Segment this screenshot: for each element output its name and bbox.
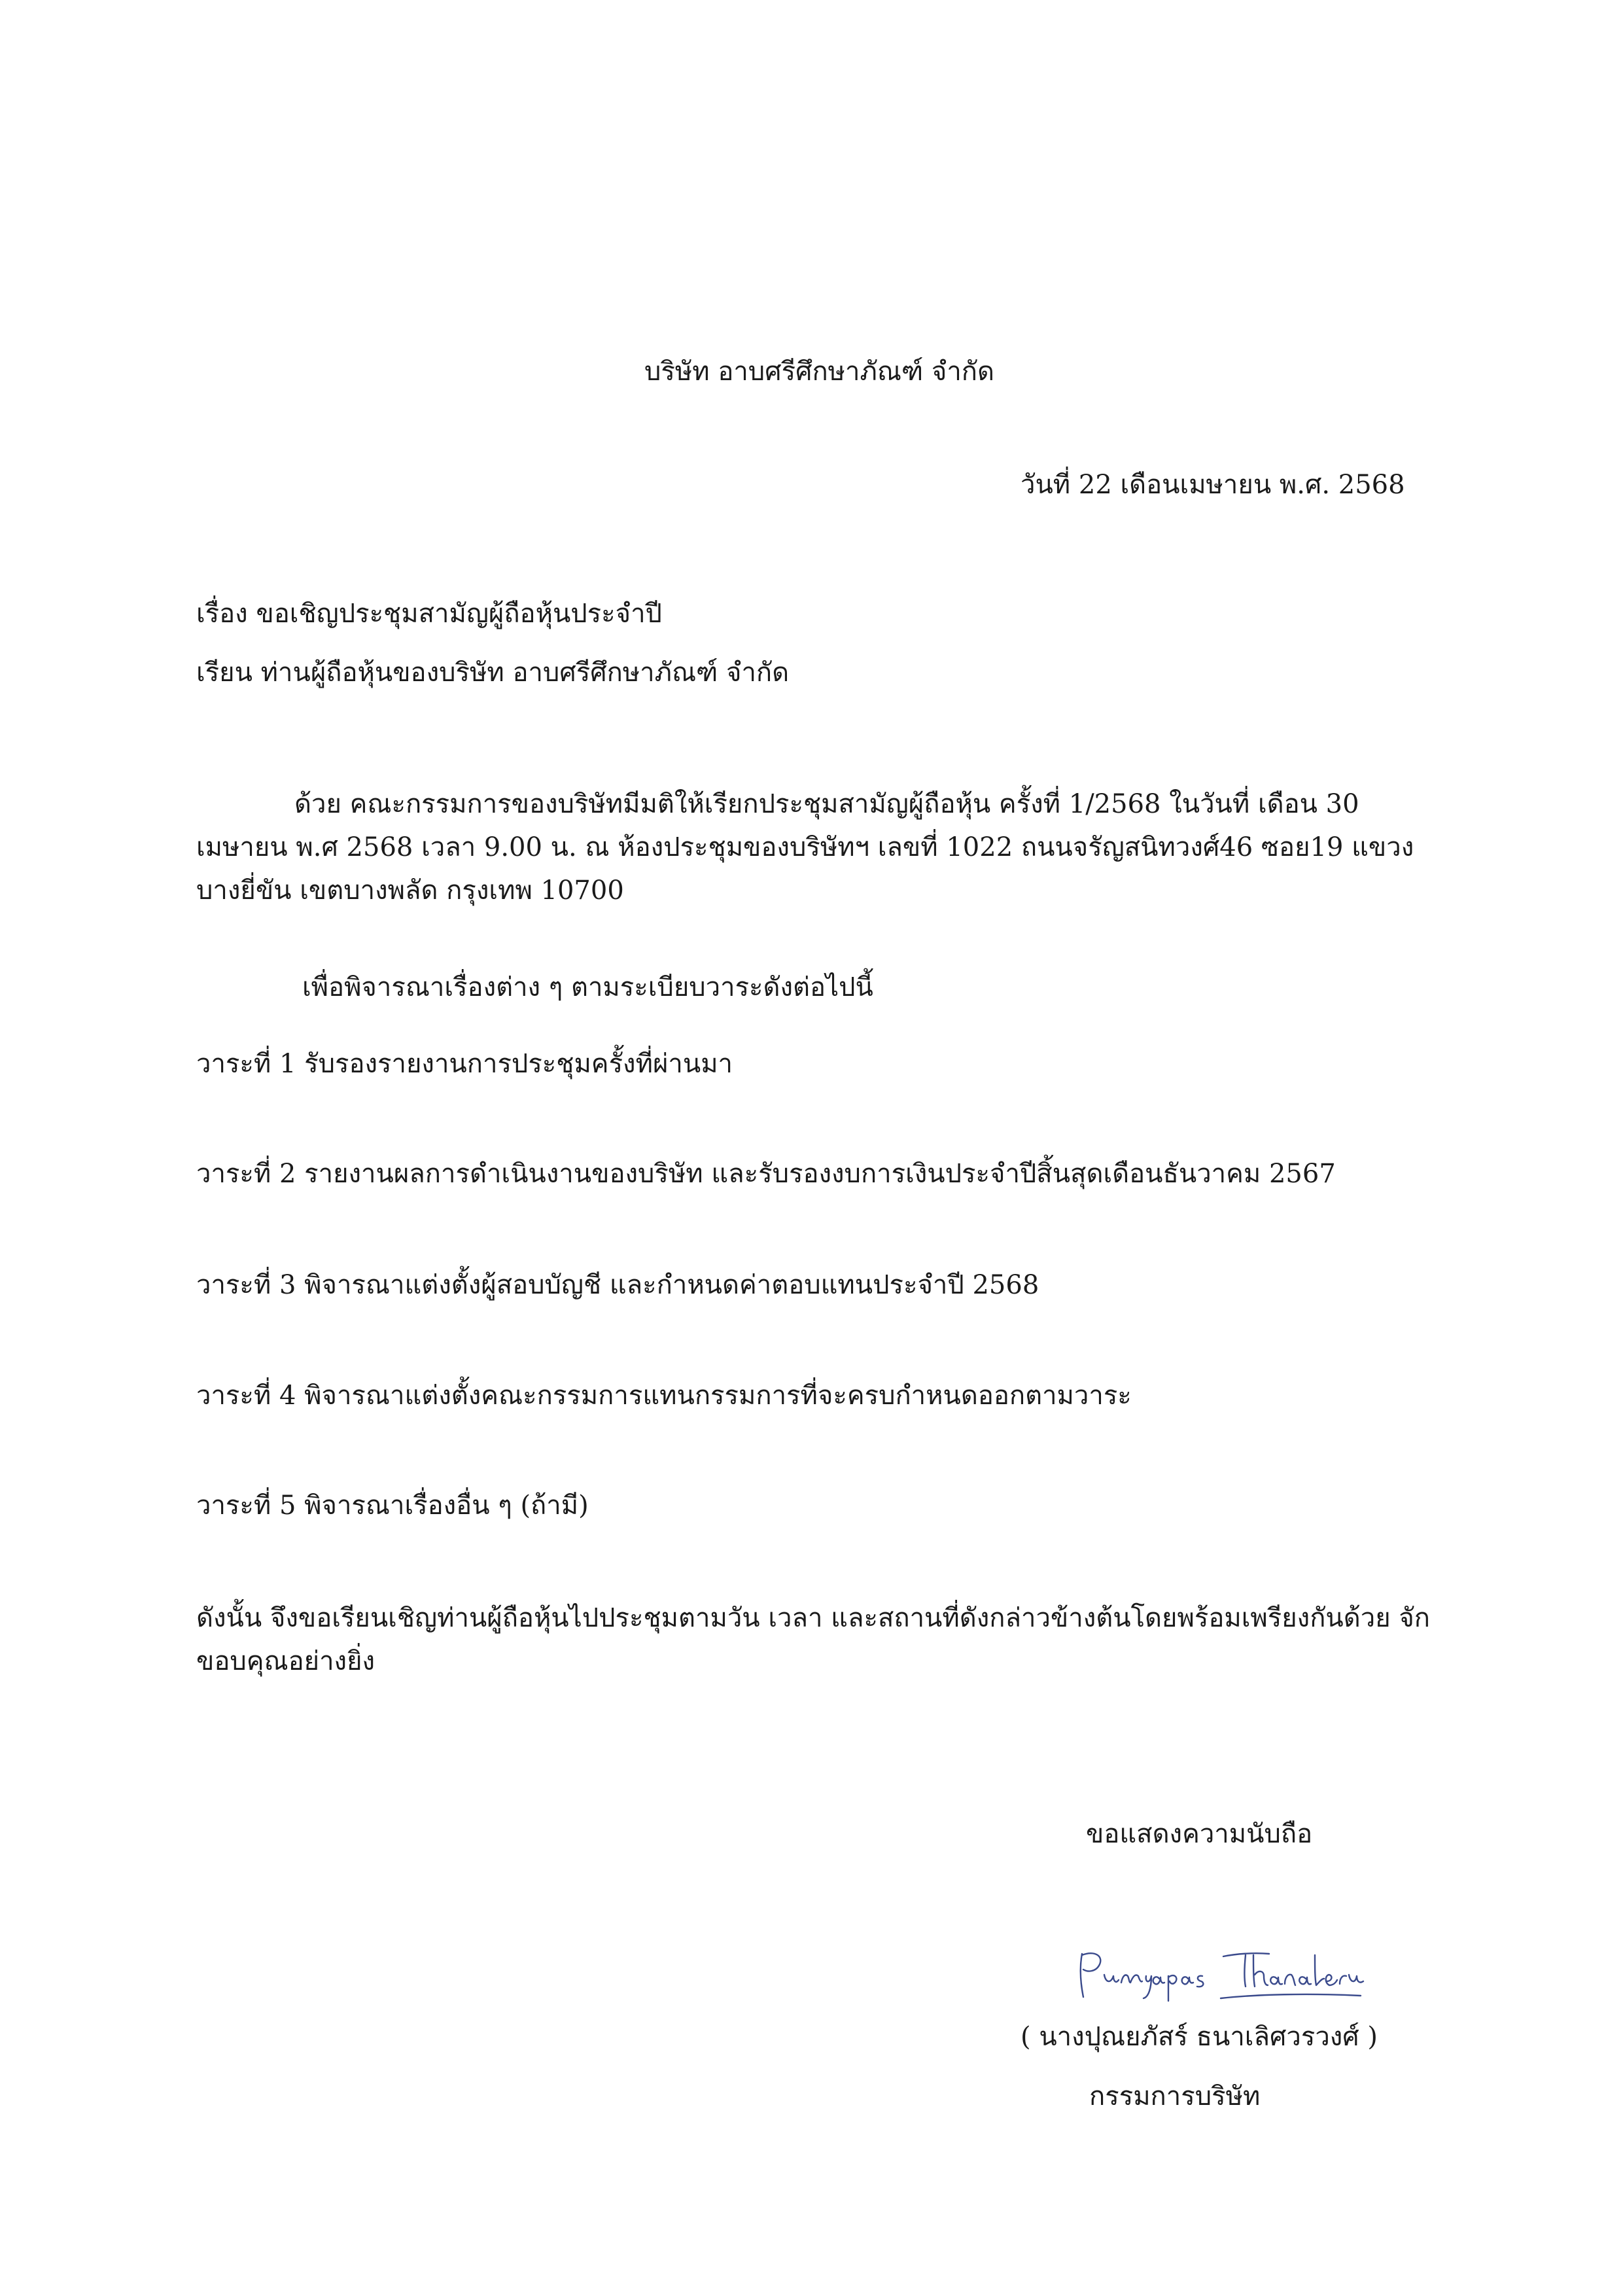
closing-paragraph: ดังนั้น จึงขอเรียนเชิญท่านผู้ถือหุ้นไปประชุมตามวัน เวลา และสถานที่ดังกล่าวข้างต้นโดยพร้อมเพรียงกันด้วย จักขอบคุณอย่างยิ่ง — [196, 1603, 1431, 1676]
agenda-item: วาระที่ 3 พิจารณาแต่งตั้งผู้สอบบัญชี และกำหนดค่าตอบแทนประจำปี 2568 — [196, 1270, 1039, 1300]
agenda-item: วาระที่ 2 รายงานผลการดำเนินงานของบริษัท และรับรองงบการเงินประจำปีสิ้นสุดเดือนธันวาคม 2567 — [196, 1159, 1336, 1189]
agenda-item: วาระที่ 5 พิจารณาเรื่องอื่น ๆ (ถ้ามี) — [196, 1491, 589, 1521]
recipient-line: เรียน ท่านผู้ถือหุ้นของบริษัท อาบศรีศึกษาภัณฑ์ จำกัด — [196, 658, 790, 688]
subject-line: เรื่อง ขอเชิญประชุมสามัญผู้ถือหุ้นประจำปี — [196, 599, 662, 629]
letter-date: วันที่ 22 เดือนเมษายน พ.ศ. 2568 — [1021, 470, 1405, 500]
salutation: ขอแสดงความนับถือ — [1086, 1819, 1313, 1849]
signer-title: กรรมการบริษัท — [1089, 2081, 1261, 2111]
signature-image — [1073, 1942, 1367, 2007]
signer-name: ( นางปุณยภัสร์ ธนาเลิศวรวงศ์ ) — [1021, 2022, 1378, 2052]
agenda-item: วาระที่ 4 พิจารณาแต่งตั้งคณะกรรมการแทนกรรมการที่จะครบกำหนดออกตามวาระ — [196, 1381, 1132, 1411]
agenda-intro: เพื่อพิจารณาเรื่องต่าง ๆ ตามระเบียบวาระดังต่อไปนี้ — [302, 972, 873, 1002]
agenda-item: วาระที่ 1 รับรองรายงานการประชุมครั้งที่ผ่านมา — [196, 1049, 733, 1079]
company-header: บริษัท อาบศรีศึกษาภัณฑ์ จำกัด — [644, 357, 994, 387]
body-paragraph: ด้วย คณะกรรมการของบริษัทมีมติให้เรียกประชุมสามัญผู้ถือหุ้น ครั้งที่ 1/2568 ในวันที่ เดือน 30 เมษายน พ.ศ 2568 เวลา 9.00 น. ณ ห้องประชุมของบริษัทฯ เลขที่ 1022 ถนนจรัญสนิทวงศ์46 ซอย19 แขวงบางยี่ขัน เขตบางพลัด กรุงเทพ 10700 — [196, 789, 1414, 906]
